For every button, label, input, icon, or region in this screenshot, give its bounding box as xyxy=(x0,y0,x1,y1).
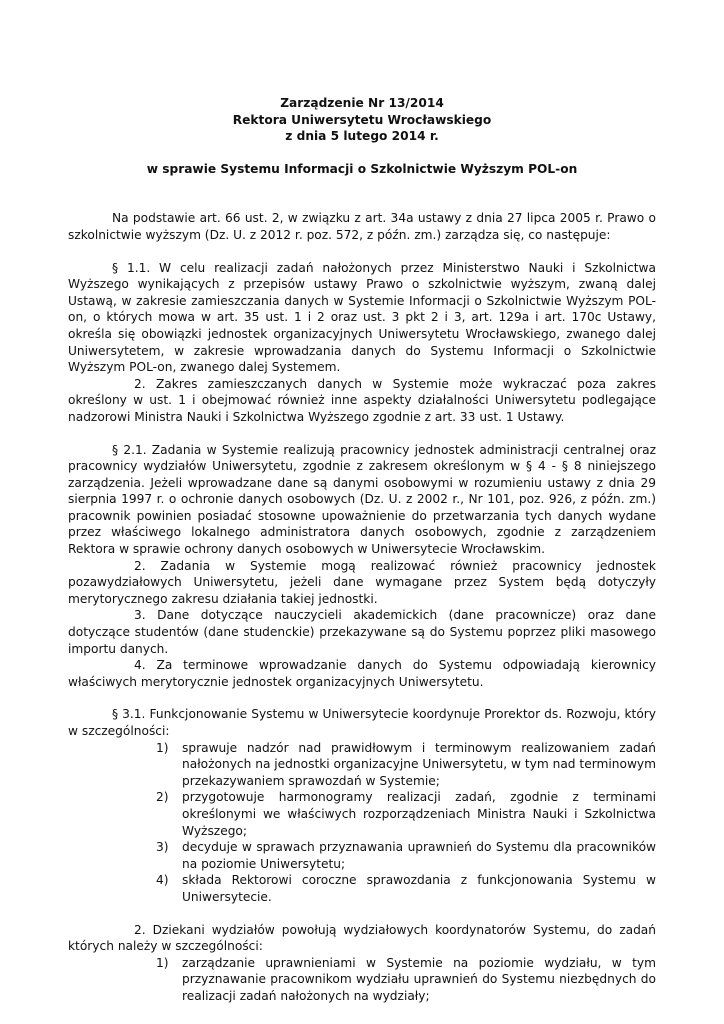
paragraph-1-2: 2. Zakres zamieszczanych danych w Systemie może wykraczać poza zakres określony w ust. 1 i obejmować również inne aspekty działalności Uniwersytetu podlegające nadzorowi Ministra Nauki i Szkolnictwa Wyższego zgodnie z art. 33 ust. 1 Ustawy. xyxy=(68,376,656,424)
paragraph-2-1: § 2.1. Zadania w Systemie realizują pracownicy jednostek administracji centralnej oraz pracownicy wydziałów Uniwersytetu, zgodnie z zakresem określonym w § 4 - § 8 niniejszego zarządzenia. Jeżeli wprowadzane dane są danymi osobowymi w rozumieniu ustawy z dnia 29 sierpnia 1997 r. o ochronie danych osobowych (Dz. U. z 2002 r., Nr 101, poz. 926, z późn. zm.) pracownik powinien posiadać stosowne upoważnienie do przetwarzania tych danych wydane przez właściwego lokalnego administratora danych osobowych, zgodnie z zarządzeniem Rektora w sprawie ochrony danych osobowych w Uniwersytecie Wrocławskim. xyxy=(68,442,656,557)
issuer: Rektora Uniwersytetu Wrocławskiego xyxy=(232,112,492,127)
paragraph-1-1: § 1.1. W celu realizacji zadań nałożonych przez Ministerstwo Nauki i Szkolnictwa Wyższego wynikających z przepisów ustawy Prawo o szkolnictwie wyższym, zwaną dalej Ustawą, w zakresie zamieszczania danych w Systemie Informacji o Szkolnictwie Wyższym POL-on, o których mowa w art. 35 ust. 1 i 2 oraz ust. 3 pkt 2 i 3, art. 129a i art. 170c Ustawy, określa się obowiązki jednostek organizacyjnych Uniwersytetu Wrocławskiego, zwanego dalej Uniwersytetem, w zakresie wprowadzania danych do Systemu Informacji o Szkolnictwie Wyższym POL-on, zwanego dalej Systemem. xyxy=(68,260,656,375)
list-item: 1) sprawuje nadzór nad prawidłowym i terminowym realizowaniem zadań nałożonych na jednostki organizacyjne Uniwersytetu, w tym nad terminowym przekazywaniem sprawozdań w Systemie; xyxy=(156,740,656,788)
document-title: Zarządzenie Nr 13/2014 xyxy=(280,96,444,110)
paragraph-2-3: 3. Dane dotyczące nauczycieli akademickich (dane pracownicze) oraz dane dotyczące studentów (dane studenckie) przekazywane są do Systemu poprzez pliki masowego importu danych. xyxy=(68,608,656,656)
preamble: Na podstawie art. 66 ust. 2, w związku z art. 34a ustawy z dnia 27 lipca 2005 r. Prawo o szkolnictwie wyższym (Dz. U. z 2012 r. poz. 572, z późn. zm.) zarządza się, co następuje: xyxy=(68,211,656,242)
duties-list-coordinators xyxy=(68,955,656,1005)
document-subject: w sprawie Systemu Informacji o Szkolnictwie Wyższym POL-on xyxy=(146,161,578,176)
list-item: 1) zarządzanie uprawnieniami w Systemie na poziomie wydziału, w tym przyznawanie pracownikom wydziału uprawnień do Systemu niezbędnych do realizacji zadań nałożonych na wydziały; xyxy=(156,955,656,1003)
list-item: 4) składa Rektorowi coroczne sprawozdania z funkcjonowania Systemu w Uniwersytecie. xyxy=(156,873,656,904)
issue-date: z dnia 5 lutego 2014 r. xyxy=(285,129,439,144)
paragraph-3-2: 2. Dziekani wydziałów powołują wydziałowych koordynatorów Systemu, do zadań których należy w szczególności: xyxy=(68,922,656,954)
paragraph-2-2: 2. Zadania w Systemie mogą realizować również pracownicy jednostek pozawydziałowych Uniwersytetu, jeżeli dane wymagane przez System będą dotyczyły merytorycznego zakresu działania takiej jednostki. xyxy=(68,558,656,606)
list-item: 2) przygotowuje harmonogramy realizacji zadań, zgodnie z terminami określonymi we właściwych rozporządzeniach Ministra Nauki i Szkolnictwa Wyższego; xyxy=(156,790,656,838)
list-item: 3) decyduje w sprawach przyznawania uprawnień do Systemu dla pracowników na poziomie Uniwersytetu; xyxy=(156,840,656,871)
paragraph-3-1: § 3.1. Funkcjonowanie Systemu w Uniwersytecie koordynuje Prorektor ds. Rozwoju, który w szczególności: xyxy=(68,707,656,738)
paragraph-2-4: 4. Za terminowe wprowadzanie danych do Systemu odpowiadają kierownicy właściwych merytorycznie jednostek organizacyjnych Uniwersytetu. xyxy=(68,658,656,689)
duties-list-prorector xyxy=(68,740,656,906)
document-page xyxy=(68,95,656,1005)
